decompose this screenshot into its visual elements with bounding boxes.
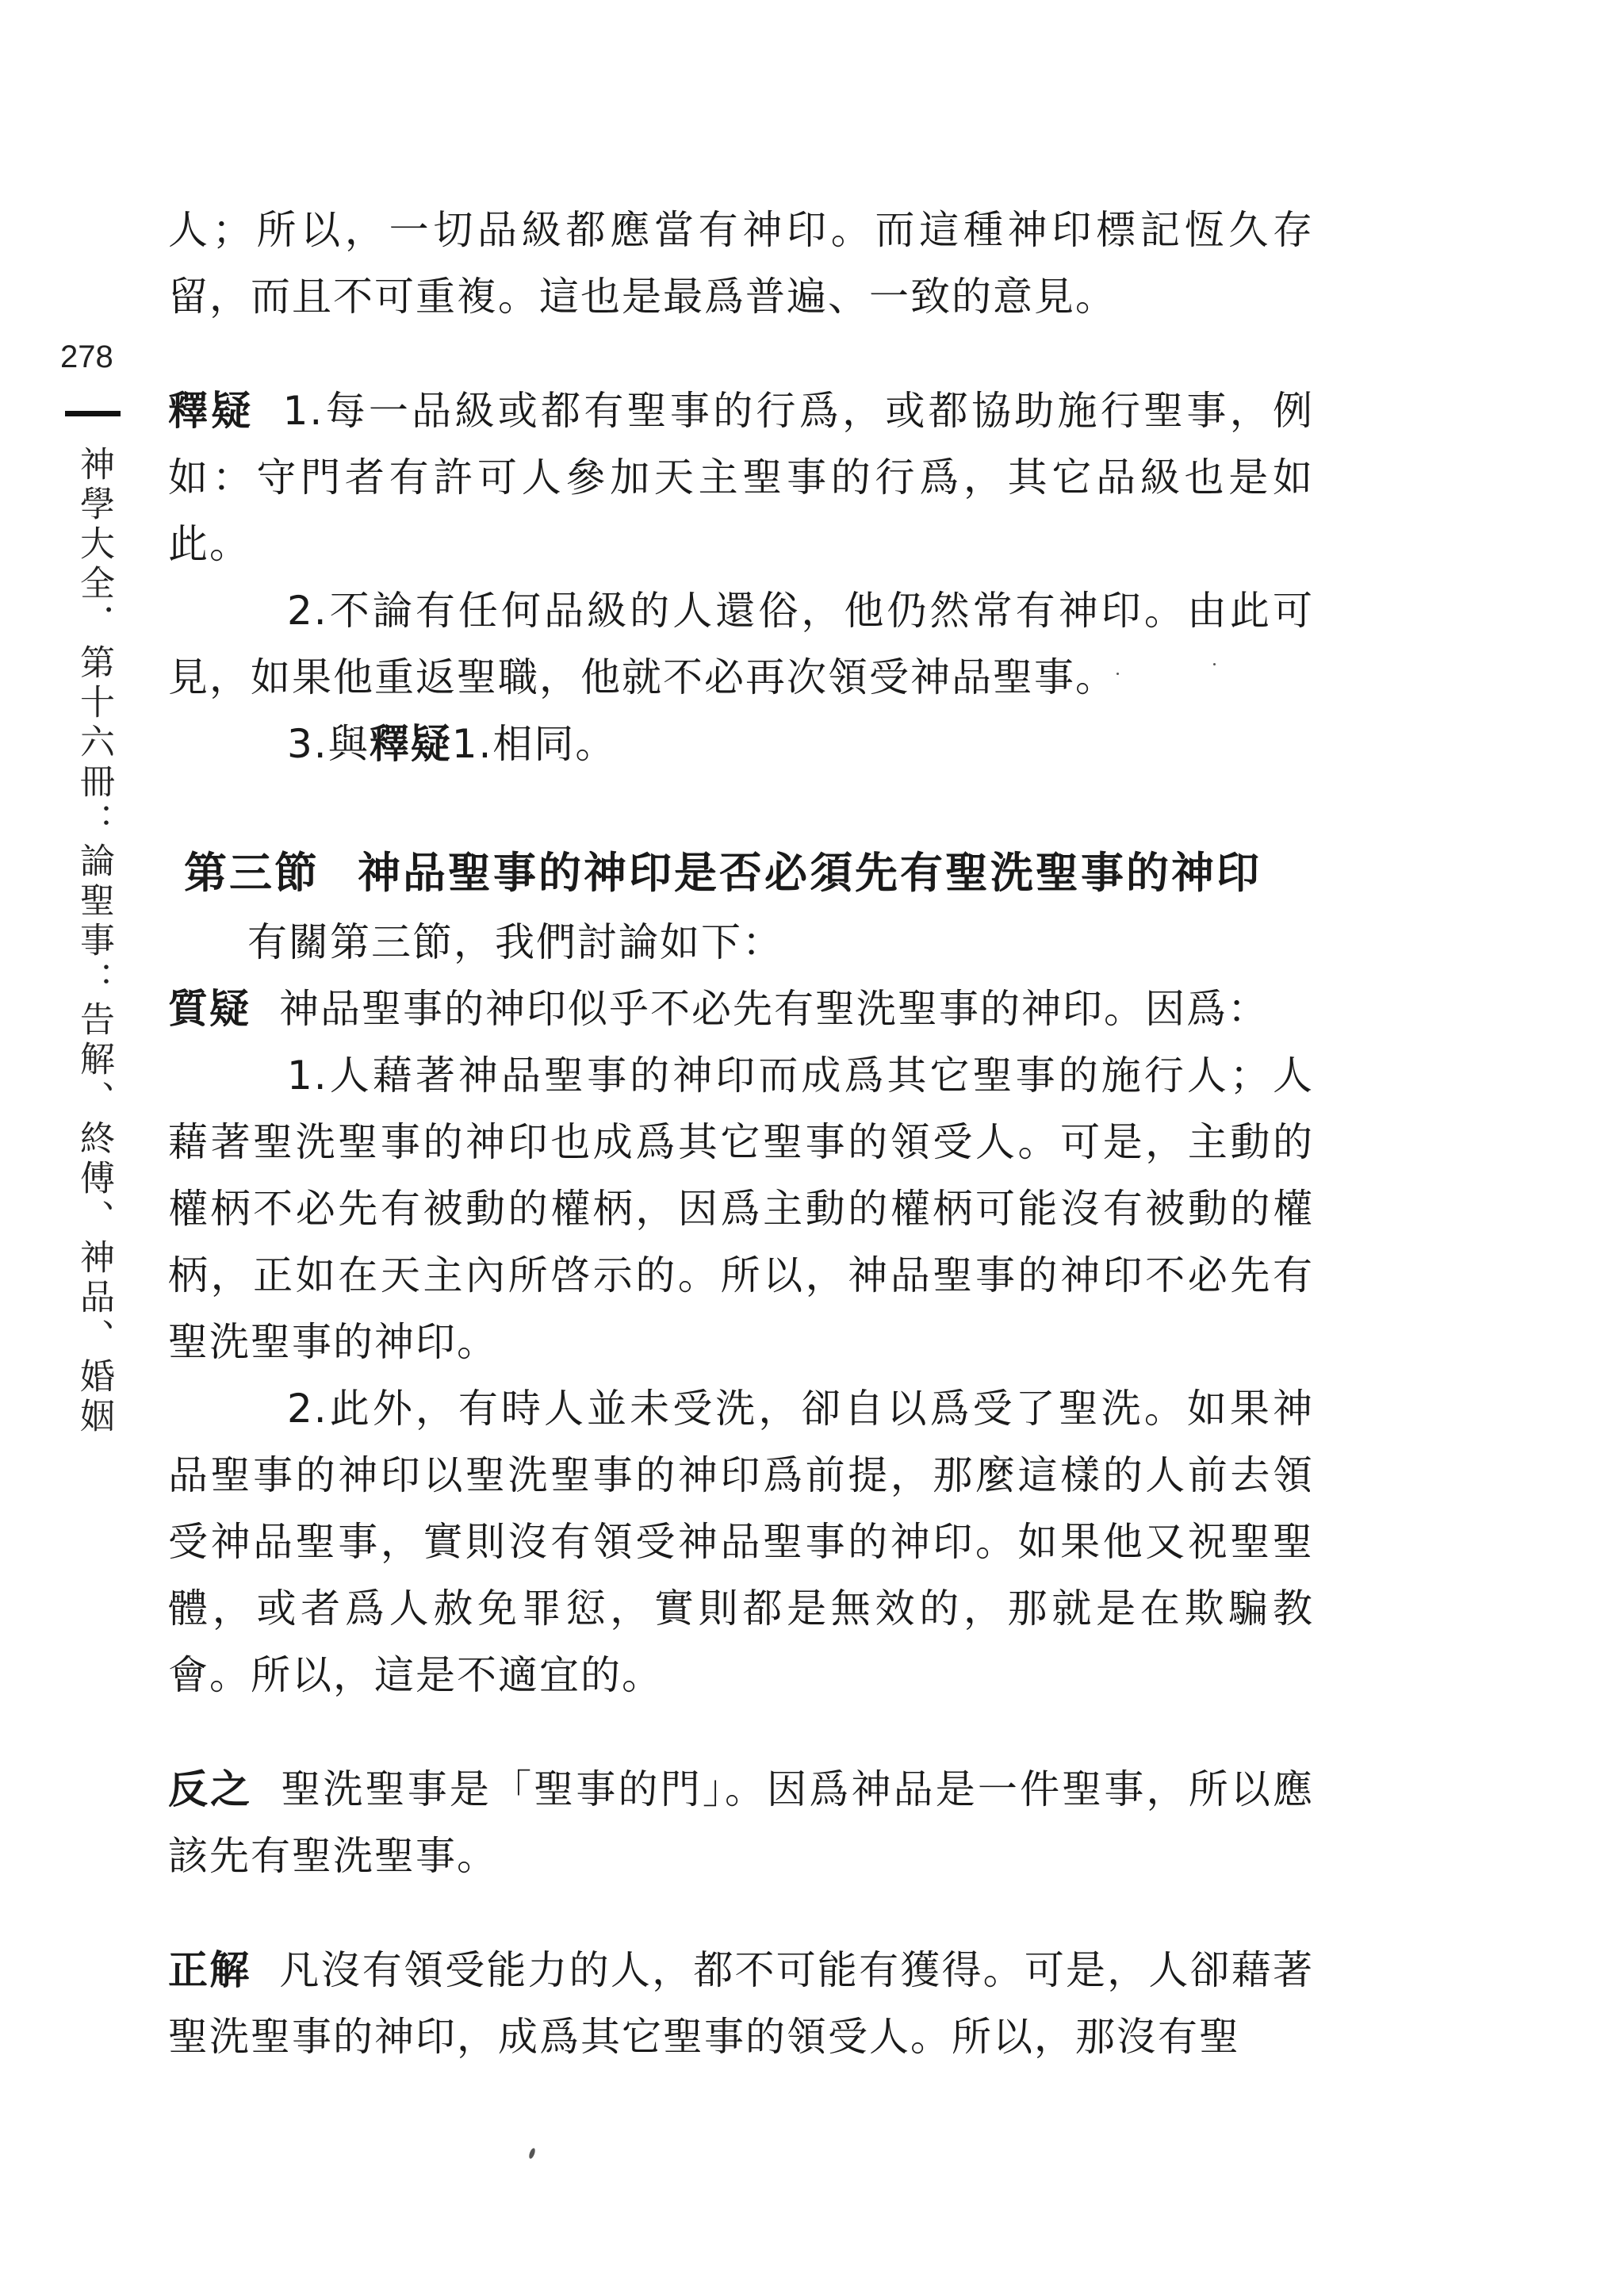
- reply-3-bold: 釋疑: [369, 721, 452, 767]
- section-intro: 有關第三節，我們討論如下：: [247, 919, 783, 965]
- reply-label: 釋疑: [168, 388, 255, 434]
- reply-1-text: 1.每一品級或都有聖事的行爲，或都協助施行聖事，例如：守門者有許可人參加天主聖事的行爲，其它品級也是如此。: [168, 388, 1314, 567]
- contra-label: 反之: [168, 1766, 253, 1812]
- objection-intro-text: 神品聖事的神印似乎不必先有聖洗聖事的神印。因爲：: [279, 986, 1269, 1032]
- margin-rule: [65, 411, 121, 416]
- objection-1-paragraph: 1.人藉著神品聖事的神印而成爲其它聖事的施行人；人藉著聖洗聖事的神印也成爲其它聖事的領受人。可是，主動的權柄不必先有被動的權柄，因爲主動的權柄可能沒有被動的權柄，正如在天主內所啓示的。所以，神品聖事的神印不必先有聖洗聖事的神印。: [168, 1053, 1314, 1365]
- continuation-paragraph: 人；所以，一切品級都應當有神印。而這種神印標記恆久存留，而且不可重複。這也是最爲普遍、一致的意見。: [168, 207, 1314, 320]
- reply-3-pre: 3.與: [287, 721, 370, 767]
- reply-1-paragraph: [168, 378, 1314, 577]
- section-number: 第三節: [184, 847, 320, 898]
- scan-speck: [528, 2147, 536, 2159]
- running-title: 神學大全．第十六冊：論聖事：告解、終傅、神品、婚姻: [74, 446, 114, 1437]
- scan-speck: [1213, 663, 1216, 665]
- main-text: [168, 197, 1314, 2070]
- section-heading: [184, 839, 1314, 906]
- answer-label: 正解: [168, 1947, 251, 1993]
- answer-text: 凡沒有領受能力的人，都不可能有獲得。可是，人卻藉著聖洗聖事的神印，成爲其它聖事的領受人。所以，那沒有聖: [168, 1947, 1315, 2060]
- section-title: 神品聖事的神印是否必須先有聖洗聖事的神印: [358, 847, 1262, 898]
- contra-paragraph: [168, 1756, 1314, 1889]
- answer-paragraph: [168, 1937, 1314, 2070]
- reply-3-post: 1.相同。: [451, 721, 617, 767]
- objection-2-paragraph: 2.此外，有時人並未受洗，卻自以爲受了聖洗。如果神品聖事的神印以聖洗聖事的神印爲前提，那麼這樣的人前去領受神品聖事，實則沒有領受神品聖事的神印。如果他又祝聖聖體，或者爲人赦免罪愆，實則都是無效的，那就是在欺騙教會。所以，這是不適宜的。: [168, 1386, 1314, 1698]
- reply-3-paragraph: [168, 711, 1314, 777]
- page-number: 278: [60, 339, 113, 374]
- objection-label: 質疑: [168, 986, 251, 1032]
- contra-text: 聖洗聖事是「聖事的門」。因爲神品是一件聖事，所以應該先有聖洗聖事。: [168, 1766, 1315, 1879]
- objection-paragraph: [168, 976, 1314, 1042]
- reply-2-paragraph: 2.不論有任何品級的人還俗，他仍然常有神印。由此可見，如果他重返聖職，他就不必再次領受神品聖事。: [168, 588, 1314, 700]
- scan-speck: [1116, 673, 1119, 675]
